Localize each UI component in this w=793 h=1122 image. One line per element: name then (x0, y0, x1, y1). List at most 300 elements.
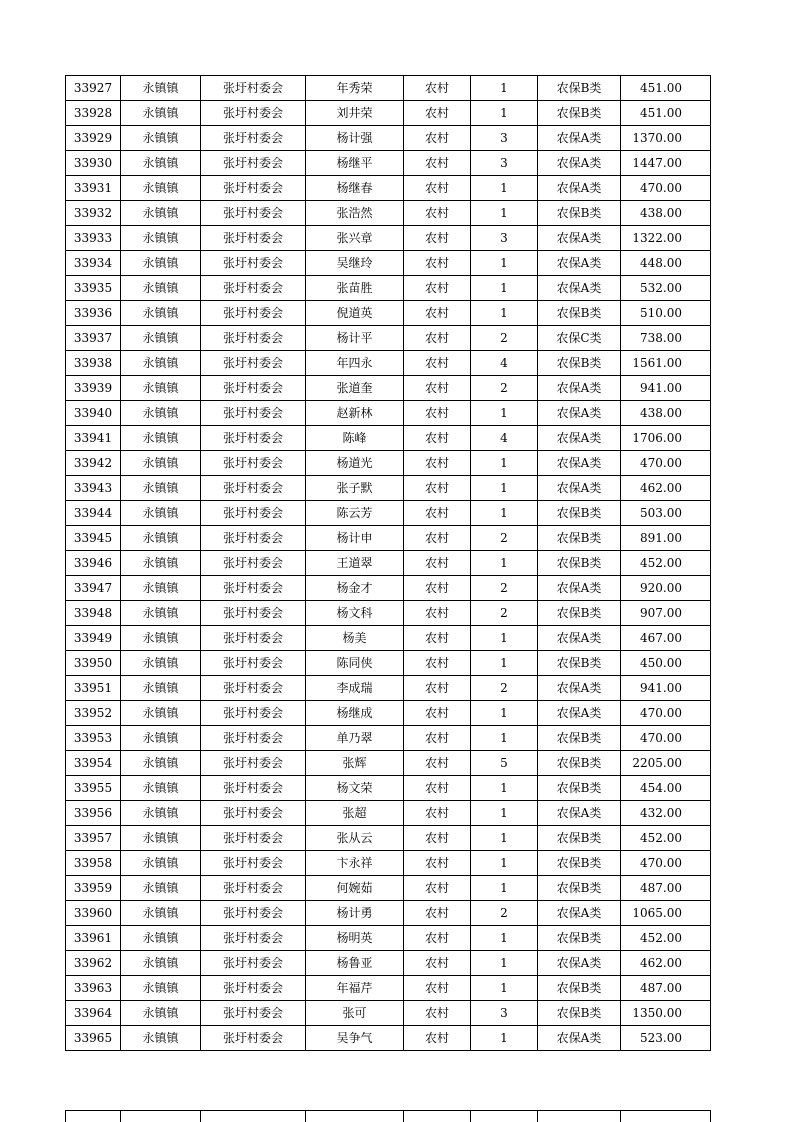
table-cell: 李成瑞 (306, 676, 404, 701)
table-cell: 487.00 (621, 976, 711, 1001)
table-cell: 农保A类 (538, 801, 621, 826)
table-cell: 农保A类 (538, 276, 621, 301)
table-cell: 1 (471, 76, 538, 101)
table-cell: 33964 (66, 1001, 121, 1026)
table-cell: 1 (471, 651, 538, 676)
table-cell: 永镇镇 (121, 526, 201, 551)
table-cell: 张圩村委会 (201, 801, 306, 826)
table-cell: 33942 (66, 451, 121, 476)
table-cell: 张圩村委会 (201, 851, 306, 876)
table-cell: 1 (471, 476, 538, 501)
table-cell: 张圩村委会 (201, 526, 306, 551)
table-cell: 454.00 (621, 776, 711, 801)
table-cell: 永镇镇 (121, 76, 201, 101)
table-row (66, 851, 711, 876)
table-cell: 杨道光 (306, 451, 404, 476)
table-cell: 永镇镇 (121, 501, 201, 526)
table-cell: 农村 (404, 1001, 471, 1026)
table-row (66, 676, 711, 701)
table-cell: 1 (471, 276, 538, 301)
table-cell: 杨文科 (306, 601, 404, 626)
table-row (66, 726, 711, 751)
table-row (66, 776, 711, 801)
table-cell: 农村 (404, 801, 471, 826)
table-cell: 33950 (66, 651, 121, 676)
table-row (66, 201, 711, 226)
table-cell: 农村 (404, 701, 471, 726)
table-cell: 1 (471, 401, 538, 426)
table-row (66, 751, 711, 776)
table-cell: 1 (471, 726, 538, 751)
table-cell: 1447.00 (621, 151, 711, 176)
table-cell: 张圩村委会 (201, 176, 306, 201)
table-cell: 农村 (404, 351, 471, 376)
table-cell: 农保B类 (538, 501, 621, 526)
table-cell: 523.00 (621, 1026, 711, 1051)
table-cell: 1 (471, 501, 538, 526)
table-cell: 1 (471, 301, 538, 326)
table-cell: 1 (471, 926, 538, 951)
table-cell: 永镇镇 (121, 151, 201, 176)
table-row (66, 876, 711, 901)
table-cell: 农村 (404, 276, 471, 301)
table-cell: 永镇镇 (121, 601, 201, 626)
table-cell: 33935 (66, 276, 121, 301)
table-cell: 农村 (404, 676, 471, 701)
table-cell: 杨金才 (306, 576, 404, 601)
table-cell: 1 (471, 201, 538, 226)
table-cell: 张圩村委会 (201, 401, 306, 426)
table-row (66, 976, 711, 1001)
table-cell: 510.00 (621, 301, 711, 326)
table-cell: 33954 (66, 751, 121, 776)
table-cell (404, 1111, 471, 1122)
table-cell: 2 (471, 676, 538, 701)
table-cell: 陈同侠 (306, 651, 404, 676)
table-cell: 年福芹 (306, 976, 404, 1001)
table-cell: 张圩村委会 (201, 351, 306, 376)
table-cell: 450.00 (621, 651, 711, 676)
table-cell: 470.00 (621, 176, 711, 201)
table-cell: 2 (471, 901, 538, 926)
table-cell (621, 1111, 711, 1122)
table-cell: 33963 (66, 976, 121, 1001)
table-cell: 农村 (404, 601, 471, 626)
table-cell: 1 (471, 851, 538, 876)
table-row (66, 1026, 711, 1051)
table-cell: 张圩村委会 (201, 451, 306, 476)
table-cell (201, 1111, 306, 1122)
table-cell: 农村 (404, 776, 471, 801)
table-cell: 1 (471, 1026, 538, 1051)
table-cell: 532.00 (621, 276, 711, 301)
table-cell: 33958 (66, 851, 121, 876)
table-cell: 891.00 (621, 526, 711, 551)
table-cell: 杨计勇 (306, 901, 404, 926)
table-cell: 33931 (66, 176, 121, 201)
beneficiary-table (65, 75, 711, 1051)
table-cell: 33948 (66, 601, 121, 626)
table-cell: 张兴章 (306, 226, 404, 251)
table-cell: 1370.00 (621, 126, 711, 151)
table-cell: 33955 (66, 776, 121, 801)
table-cell (121, 1111, 201, 1122)
table-cell: 农村 (404, 151, 471, 176)
table-cell: 永镇镇 (121, 801, 201, 826)
table-cell: 农保B类 (538, 201, 621, 226)
table-cell: 农保B类 (538, 1001, 621, 1026)
table-cell: 张圩村委会 (201, 501, 306, 526)
table-row-partial (66, 1111, 711, 1122)
table-cell: 永镇镇 (121, 326, 201, 351)
table-cell: 503.00 (621, 501, 711, 526)
table-cell: 738.00 (621, 326, 711, 351)
table-cell: 3 (471, 226, 538, 251)
table-cell: 张圩村委会 (201, 926, 306, 951)
table-cell: 永镇镇 (121, 201, 201, 226)
table-cell: 农村 (404, 476, 471, 501)
table-cell: 农村 (404, 451, 471, 476)
table-row (66, 826, 711, 851)
table-cell: 1 (471, 951, 538, 976)
table-cell: 永镇镇 (121, 876, 201, 901)
table-cell: 3 (471, 126, 538, 151)
table-row (66, 226, 711, 251)
table-cell (306, 1111, 404, 1122)
table-cell: 永镇镇 (121, 851, 201, 876)
table-cell: 农村 (404, 126, 471, 151)
table-cell: 永镇镇 (121, 226, 201, 251)
table-row (66, 626, 711, 651)
table-cell: 农村 (404, 226, 471, 251)
table-cell: 农村 (404, 76, 471, 101)
table-cell: 451.00 (621, 76, 711, 101)
table-cell: 永镇镇 (121, 976, 201, 1001)
table-cell: 农保B类 (538, 826, 621, 851)
table-cell: 农保A类 (538, 251, 621, 276)
table-cell: 杨继成 (306, 701, 404, 726)
table-cell: 张圩村委会 (201, 126, 306, 151)
table-cell: 永镇镇 (121, 301, 201, 326)
table-cell: 永镇镇 (121, 651, 201, 676)
table-cell: 永镇镇 (121, 701, 201, 726)
table-row (66, 301, 711, 326)
table-cell: 张子默 (306, 476, 404, 501)
table-cell: 卞永祥 (306, 851, 404, 876)
table-cell: 张圩村委会 (201, 876, 306, 901)
table-cell: 永镇镇 (121, 476, 201, 501)
table-cell: 农保A类 (538, 176, 621, 201)
table-row (66, 276, 711, 301)
table-cell: 1350.00 (621, 1001, 711, 1026)
table-cell: 永镇镇 (121, 576, 201, 601)
table-cell: 33927 (66, 76, 121, 101)
table-cell: 单乃翠 (306, 726, 404, 751)
table-cell: 张圩村委会 (201, 576, 306, 601)
table-cell: 33959 (66, 876, 121, 901)
table-cell: 张浩然 (306, 201, 404, 226)
table-row (66, 376, 711, 401)
table-cell: 1 (471, 176, 538, 201)
table-cell: 永镇镇 (121, 726, 201, 751)
table-cell: 33940 (66, 401, 121, 426)
table-cell: 农村 (404, 551, 471, 576)
table-cell: 33932 (66, 201, 121, 226)
table-cell: 438.00 (621, 201, 711, 226)
table-cell: 倪道英 (306, 301, 404, 326)
table-cell: 1 (471, 626, 538, 651)
table-row (66, 1001, 711, 1026)
partial-row-body (66, 1111, 711, 1122)
table-cell: 农村 (404, 326, 471, 351)
table-cell: 农保A类 (538, 951, 621, 976)
table-cell: 1 (471, 876, 538, 901)
table-cell: 33965 (66, 1026, 121, 1051)
table-cell: 张圩村委会 (201, 951, 306, 976)
table-cell: 33952 (66, 701, 121, 726)
table-cell: 农村 (404, 201, 471, 226)
table-cell (66, 1111, 121, 1122)
table-cell: 432.00 (621, 801, 711, 826)
table-cell: 年秀荣 (306, 76, 404, 101)
table-cell: 4 (471, 426, 538, 451)
table-row (66, 551, 711, 576)
table-cell: 杨计强 (306, 126, 404, 151)
table-cell: 33930 (66, 151, 121, 176)
table-cell: 33945 (66, 526, 121, 551)
table-cell: 农村 (404, 426, 471, 451)
table-row (66, 101, 711, 126)
table-cell: 张圩村委会 (201, 101, 306, 126)
table-cell: 467.00 (621, 626, 711, 651)
table-cell: 470.00 (621, 451, 711, 476)
table-cell: 农保B类 (538, 776, 621, 801)
table-cell: 永镇镇 (121, 426, 201, 451)
table-cell: 33946 (66, 551, 121, 576)
table-cell: 33960 (66, 901, 121, 926)
table-cell: 刘井荣 (306, 101, 404, 126)
table-row (66, 351, 711, 376)
table-cell: 农保A类 (538, 701, 621, 726)
table-cell: 448.00 (621, 251, 711, 276)
table-cell: 永镇镇 (121, 751, 201, 776)
table-cell: 农保B类 (538, 351, 621, 376)
table-cell: 农保B类 (538, 526, 621, 551)
table-cell: 农保A类 (538, 151, 621, 176)
table-cell: 永镇镇 (121, 901, 201, 926)
table-cell: 1 (471, 776, 538, 801)
table-cell (471, 1111, 538, 1122)
table-cell: 农保C类 (538, 326, 621, 351)
table-cell: 农村 (404, 751, 471, 776)
table-cell: 农村 (404, 976, 471, 1001)
table-row (66, 651, 711, 676)
table-cell: 杨文荣 (306, 776, 404, 801)
table-cell: 永镇镇 (121, 401, 201, 426)
table-cell: 永镇镇 (121, 1026, 201, 1051)
table-cell: 农保B类 (538, 726, 621, 751)
table-cell: 487.00 (621, 876, 711, 901)
table-cell: 33961 (66, 926, 121, 951)
table-cell: 农保A类 (538, 1026, 621, 1051)
table-row (66, 951, 711, 976)
table-cell: 4 (471, 351, 538, 376)
table-cell: 农保B类 (538, 926, 621, 951)
table-cell: 张圩村委会 (201, 601, 306, 626)
table-cell: 永镇镇 (121, 101, 201, 126)
table-cell: 452.00 (621, 826, 711, 851)
table-cell: 3 (471, 151, 538, 176)
table-row (66, 126, 711, 151)
table-cell: 张圩村委会 (201, 376, 306, 401)
table-cell: 农保B类 (538, 551, 621, 576)
table-cell: 张圩村委会 (201, 301, 306, 326)
table-cell: 永镇镇 (121, 776, 201, 801)
table-cell: 农村 (404, 726, 471, 751)
table-cell: 张圩村委会 (201, 701, 306, 726)
table-cell: 张辉 (306, 751, 404, 776)
table-row (66, 926, 711, 951)
table-cell: 1 (471, 801, 538, 826)
table-cell: 农保A类 (538, 426, 621, 451)
table-cell: 永镇镇 (121, 251, 201, 276)
table-cell: 永镇镇 (121, 351, 201, 376)
table-cell: 农村 (404, 626, 471, 651)
table-cell: 年四永 (306, 351, 404, 376)
table-cell: 永镇镇 (121, 626, 201, 651)
table-cell: 941.00 (621, 376, 711, 401)
table-cell: 农保A类 (538, 376, 621, 401)
table-cell: 张圩村委会 (201, 326, 306, 351)
table-cell: 33953 (66, 726, 121, 751)
table-body (66, 76, 711, 1051)
table-cell: 农保A类 (538, 401, 621, 426)
table-cell: 赵新林 (306, 401, 404, 426)
table-cell: 33941 (66, 426, 121, 451)
table-row (66, 326, 711, 351)
table-cell: 张圩村委会 (201, 151, 306, 176)
table-cell: 张圩村委会 (201, 976, 306, 1001)
table-cell: 张从云 (306, 826, 404, 851)
table-cell: 33936 (66, 301, 121, 326)
table-cell: 33933 (66, 226, 121, 251)
table-cell: 2 (471, 526, 538, 551)
table-cell: 张圩村委会 (201, 776, 306, 801)
table-cell: 永镇镇 (121, 551, 201, 576)
table-cell: 451.00 (621, 101, 711, 126)
table-cell: 农村 (404, 251, 471, 276)
table-cell: 农保B类 (538, 301, 621, 326)
table-cell: 张圩村委会 (201, 626, 306, 651)
table-cell: 杨计申 (306, 526, 404, 551)
table-row (66, 601, 711, 626)
table-cell: 33956 (66, 801, 121, 826)
table-cell: 农村 (404, 876, 471, 901)
table-cell: 农保B类 (538, 751, 621, 776)
table-row (66, 476, 711, 501)
table-cell: 张圩村委会 (201, 76, 306, 101)
table-cell: 张圩村委会 (201, 676, 306, 701)
table-cell: 33944 (66, 501, 121, 526)
table-cell: 33928 (66, 101, 121, 126)
table-cell: 张圩村委会 (201, 276, 306, 301)
table-cell: 张圩村委会 (201, 726, 306, 751)
table-cell: 农村 (404, 651, 471, 676)
table-cell: 462.00 (621, 951, 711, 976)
table-cell: 农保A类 (538, 126, 621, 151)
table-cell: 吴继玲 (306, 251, 404, 276)
table-row (66, 451, 711, 476)
table-cell: 张圩村委会 (201, 826, 306, 851)
table-cell: 永镇镇 (121, 451, 201, 476)
table-cell: 2 (471, 376, 538, 401)
table-cell: 农村 (404, 376, 471, 401)
table-cell: 1 (471, 701, 538, 726)
table-cell: 永镇镇 (121, 276, 201, 301)
table-cell: 1322.00 (621, 226, 711, 251)
table-cell: 永镇镇 (121, 1001, 201, 1026)
table-row (66, 526, 711, 551)
table-cell: 永镇镇 (121, 676, 201, 701)
table-cell: 农村 (404, 826, 471, 851)
table-cell: 张圩村委会 (201, 901, 306, 926)
table-cell: 2 (471, 326, 538, 351)
table-cell: 张圩村委会 (201, 201, 306, 226)
table-cell: 永镇镇 (121, 176, 201, 201)
table-cell: 永镇镇 (121, 376, 201, 401)
table-cell: 1 (471, 451, 538, 476)
table-cell: 杨鲁亚 (306, 951, 404, 976)
table-cell: 1065.00 (621, 901, 711, 926)
table-cell: 杨继平 (306, 151, 404, 176)
table-cell: 农保B类 (538, 76, 621, 101)
table-cell: 农保A类 (538, 451, 621, 476)
table-cell: 张圩村委会 (201, 226, 306, 251)
table-cell: 陈峰 (306, 426, 404, 451)
table-cell: 941.00 (621, 676, 711, 701)
table-cell: 农村 (404, 176, 471, 201)
table-cell: 陈云芳 (306, 501, 404, 526)
table-cell: 3 (471, 1001, 538, 1026)
table-cell: 农村 (404, 401, 471, 426)
table-cell: 农保B类 (538, 651, 621, 676)
table-cell: 永镇镇 (121, 951, 201, 976)
table-cell: 张圩村委会 (201, 476, 306, 501)
table-cell: 张圩村委会 (201, 1001, 306, 1026)
table-cell: 1706.00 (621, 426, 711, 451)
table-cell: 470.00 (621, 726, 711, 751)
table-cell: 农村 (404, 951, 471, 976)
table-cell: 33934 (66, 251, 121, 276)
table-cell: 张圩村委会 (201, 1026, 306, 1051)
table-row (66, 76, 711, 101)
table-cell: 农保A类 (538, 901, 621, 926)
next-row-partial (65, 1110, 711, 1122)
table-cell: 王道翠 (306, 551, 404, 576)
table-cell: 张圩村委会 (201, 426, 306, 451)
table-cell: 张超 (306, 801, 404, 826)
table-cell: 438.00 (621, 401, 711, 426)
table-cell: 吴争气 (306, 1026, 404, 1051)
table-cell: 452.00 (621, 551, 711, 576)
table-cell (538, 1111, 621, 1122)
table-cell: 永镇镇 (121, 926, 201, 951)
table-row (66, 701, 711, 726)
table-cell: 农村 (404, 576, 471, 601)
table-cell: 470.00 (621, 851, 711, 876)
table-cell: 张道奎 (306, 376, 404, 401)
table-cell: 470.00 (621, 701, 711, 726)
